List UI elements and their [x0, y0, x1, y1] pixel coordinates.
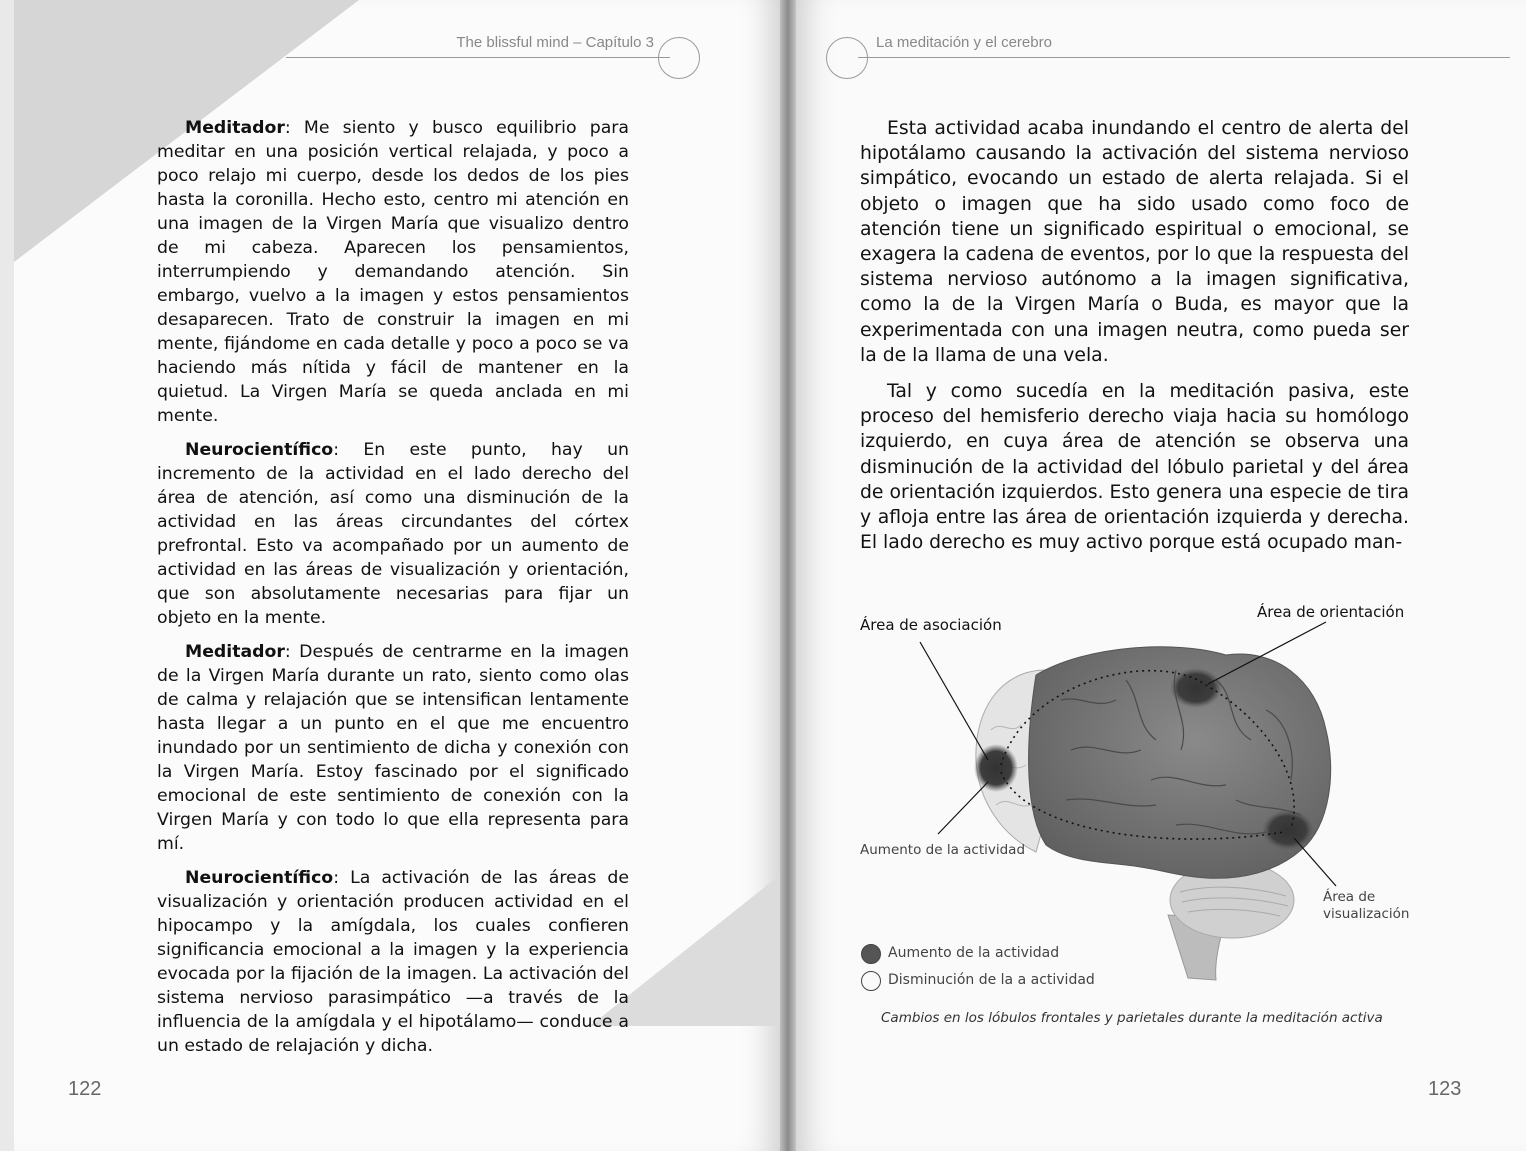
header-rule: [286, 57, 670, 58]
paragraph: [157, 866, 629, 1058]
paragraph: Esta actividad acaba inundando el centro de alerta del hipotálamo causando la activación del sistema nervioso simpático, evocando un estado de alerta relajada. Si el objeto o imagen que ha sido usado como foco de atención tiene un significado espiritual o emocional, se exagera la cadena de eventos, por lo que la respuesta del sistema nervioso autónomo a la imagen significativa, como la de la Virgen María o Buda, es mayor que la experimentada con una imagen neutra, como pueda ser la de la llama de una vela.: [860, 118, 1409, 366]
page-number: 122: [68, 1078, 102, 1100]
left-body-text: [157, 116, 629, 1068]
figure-caption: Cambios en los lóbulos frontales y parietales durante la meditación activa: [881, 1010, 1383, 1026]
header-rule: [858, 57, 1510, 58]
book-gutter: [780, 0, 796, 1151]
paragraph-text: : La activación de las áreas de visualización y orientación producen actividad en el hipocampo y la amígdala, los cuales confieren significancia emocional a la imagen y la experiencia evocada por la fijación de la imagen. La activación del sistema nervioso parasimpático —a través de la influencia de la amígdala y el hipotálamo— conduce a un estado de relajación y dicha.: [157, 868, 629, 1056]
paragraph-text: : Me siento y busco equilibrio para meditar en una posición vertical relajada, y poco a poco relajo mi cuerpo, desde los dedos de los pies hasta la coronilla. Hecho esto, centro mi atención en una imagen de la Virgen María que visualizo dentro de mi cabeza. Aparecen los pensamientos, interrumpiendo y demandando atención. Sin embargo, vuelvo a la imagen y estos pensamientos desaparecen. Trato de construir la imagen en mi mente, fijándome en cada detalle y poco a poco se va haciendo más nítida y fácil de mantener en la quietud. La Virgen María se queda anclada en mi mente.: [157, 118, 629, 426]
brain-illustration: [796, 600, 1526, 1000]
label-aumento-actividad: Aumento de la actividad: [860, 842, 1026, 858]
running-head: La meditación y el cerebro: [876, 34, 1052, 51]
label-area-visualizacion-2: visualización: [1323, 906, 1410, 922]
paragraph: [157, 116, 629, 428]
header-ring: [658, 37, 700, 79]
paragraph: Tal y como sucedía en la meditación pasiva, este proceso del hemisferio derecho viaja hacia su homólogo izquierdo, en cuya área de atención se observa una disminución de la actividad del lóbulo parietal y del área de orientación izquierdos. Esto genera una especie de tira y afloja entre las área de orientación izquierda y derecha. El lado derecho es muy activo porque está ocupado man-: [860, 381, 1409, 554]
page-number: 123: [1428, 1078, 1462, 1100]
legend-aumento: Aumento de la actividad: [888, 945, 1060, 961]
label-area-orientacion: Área de orientación: [1257, 603, 1405, 621]
speaker: Neurocientífico: [185, 868, 334, 888]
speaker: Meditador: [185, 642, 285, 662]
right-page: [796, 0, 1526, 1151]
paragraph-text: : Después de centrarme en la imagen de la Virgen María durante un rato, siento como olas de calma y relajación que se intensifican lentamente hasta llegar a un punto en el que me encuentro inundado por un sentimiento de dicha y conexión con la Virgen María. Estoy fascinado por el significado emocional de este sentimiento de conexión con la Virgen María y con todo lo que ella representa para mí.: [157, 642, 629, 854]
legend-filled-dot: [861, 944, 881, 964]
label-area-visualizacion-1: Área de: [1323, 889, 1376, 905]
paragraph: [157, 438, 629, 630]
legend-empty-dot: [861, 971, 881, 991]
hotspot-orientation: [1170, 668, 1222, 708]
paragraph: [157, 640, 629, 856]
running-head: The blissful mind – Capítulo 3: [456, 34, 654, 51]
right-body-text: [860, 116, 1409, 566]
paragraph-text: : En este punto, hay un incremento de la actividad en el lado derecho del área de atención, así como una disminución de la actividad en las áreas circundantes del córtex prefrontal. Esto va acompañado por un aumento de actividad en las áreas de visualización y orientación, que son absolutamente necesarias para fijar un objeto en la mente.: [157, 440, 629, 628]
speaker: Meditador: [185, 118, 285, 138]
left-page: [14, 0, 780, 1151]
header-ring: [826, 37, 868, 79]
label-area-asociacion: Área de asociación: [860, 616, 1002, 634]
speaker: Neurocientífico: [185, 440, 334, 460]
legend-disminucion: Disminución de la a actividad: [888, 972, 1095, 988]
